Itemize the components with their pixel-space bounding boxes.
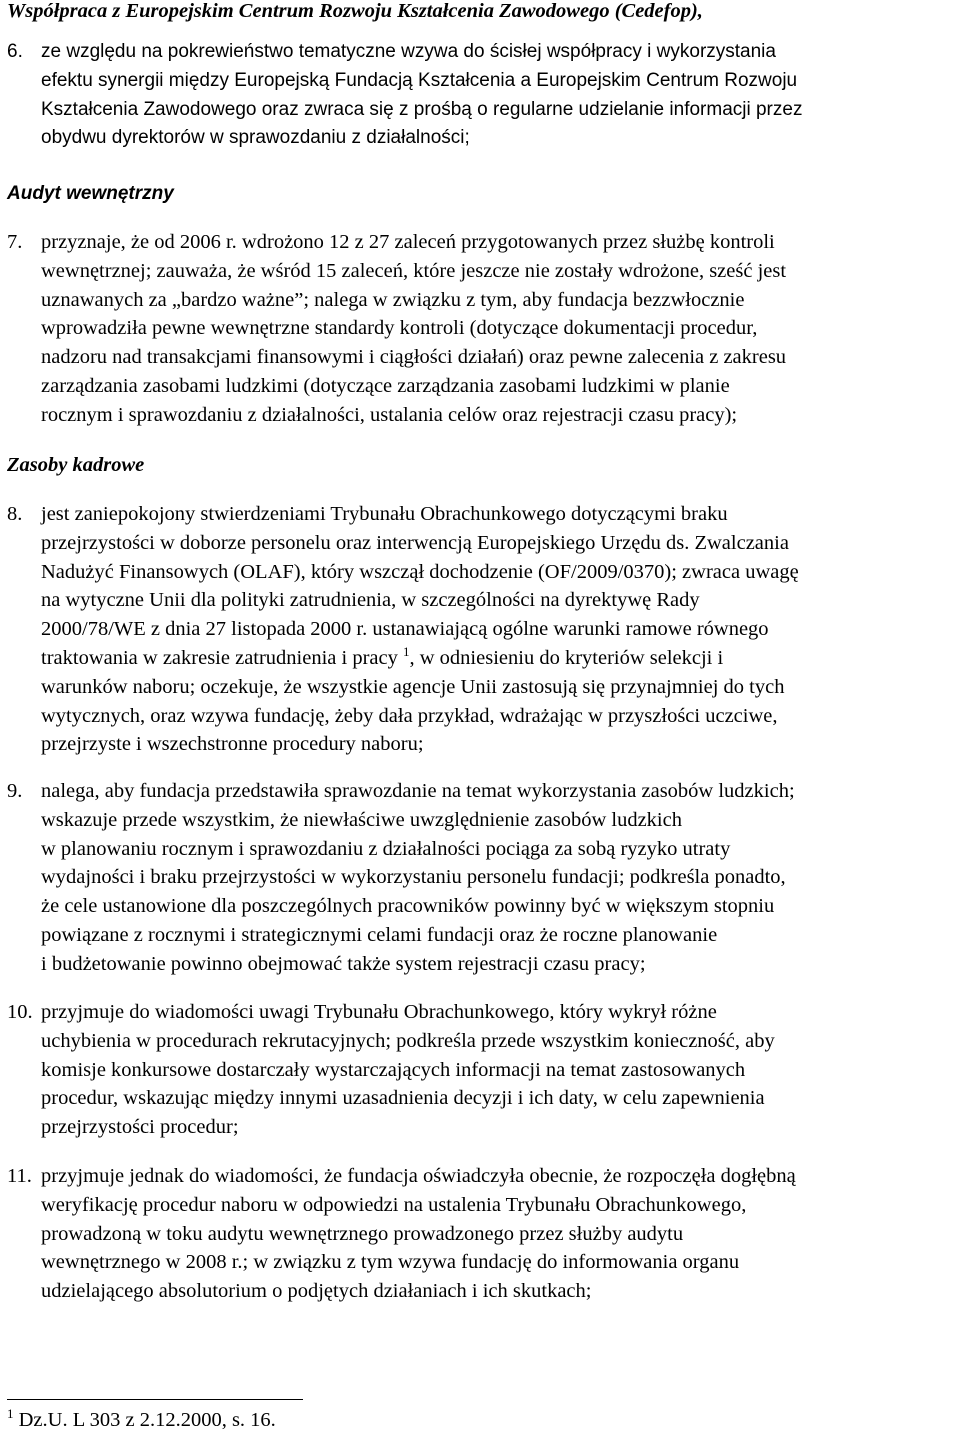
paragraph-line-with-footnote [41, 644, 960, 673]
paragraph-line: powiązane z rocznymi i strategicznymi celami fundacji oraz że roczne planowanie [41, 923, 718, 946]
section-heading-staff: Zasoby kadrowe [7, 454, 145, 476]
paragraph-line: przyznaje, że od 2006 r. wdrożono 12 z 27 zaleceń przygotowanych przez służbę kontroli [41, 231, 775, 253]
paragraph-number: 10. [7, 1001, 33, 1023]
paragraph-line: i budżetowanie powinno obejmować także system rejestracji czasu pracy; [41, 952, 646, 975]
paragraph-line: przejrzystości w doborze personelu oraz interwencją Europejskiego Urzędu ds. Zwalczania [41, 531, 789, 554]
section-heading-audit: Audyt wewnętrzny [7, 183, 174, 204]
paragraph-line: udzielającego absolutorium o podjętych działaniach i ich skutkach; [41, 1280, 592, 1303]
paragraph-line-end: , w odniesieniu do kryteriów selekcji i [409, 646, 724, 669]
section-heading-cedefop: Współpraca z Europejskim Centrum Rozwoju Kształcenia Zawodowego (Cedefop), [7, 0, 703, 22]
paragraph-number: 8. [7, 503, 23, 525]
paragraph-7 [7, 228, 960, 430]
paragraph-line: wydajności i braku przejrzystości w wykorzystaniu personelu fundacji; podkreśla ponadto, [41, 866, 786, 889]
paragraph-line: nalega, aby fundacja przedstawiła sprawozdanie na temat wykorzystania zasobów ludzkich; [41, 780, 795, 802]
paragraph-number: 6. [7, 41, 23, 62]
paragraph-number: 11. [7, 1165, 32, 1187]
paragraph-line: Nadużyć Finansowych (OLAF), który wszczął dochodzenie (OF/2009/0370); zwraca uwagę [41, 560, 799, 583]
paragraph-line: wskazuje przede wszystkim, że niewłaściwe uwzględnienie zasobów ludzkich [41, 808, 682, 831]
paragraph-line: przejrzystości procedur; [41, 1116, 239, 1139]
paragraph-line: wprowadziła pewne wewnętrzne standardy kontroli (dotyczące dokumentacji procedur, [41, 317, 758, 340]
paragraph-line: prowadzoną w toku audytu wewnętrznego prowadzonego przez służby audytu [41, 1222, 684, 1245]
paragraph-line: 2000/78/WE z dnia 27 listopada 2000 r. ustanawiającą ogólne warunki ramowe równego [41, 618, 769, 641]
paragraph-8 [7, 500, 960, 759]
paragraph-line: weryfikację procedur naboru w odpowiedzi na ustalenia Trybunału Obrachunkowego, [41, 1193, 747, 1216]
paragraph-line: obydwu dyrektorów w sprawozdaniu z działalności; [41, 127, 470, 149]
paragraph-11 [7, 1162, 960, 1306]
paragraph-line: uznawanych za „bardzo ważne”; nalega w związku z tym, aby fundacja bezzwłocznie [41, 288, 745, 311]
paragraph-line: przyjmuje do wiadomości uwagi Trybunału Obrachunkowego, który wykrył różne [41, 1001, 717, 1023]
paragraph-line: wytycznych, oraz wzywa fundację, żeby dała przykład, wdrażając w przyszłości uczciwe, [41, 704, 778, 727]
paragraph-10 [7, 998, 960, 1142]
paragraph-line: zarządzania zasobami ludzkimi (dotyczące zarządzania zasobami ludzkimi w planie [41, 374, 730, 397]
footnote-separator [7, 1399, 303, 1400]
paragraph-number: 9. [7, 780, 23, 802]
paragraph-line: przyjmuje jednak do wiadomości, że fundacja oświadczyła obecnie, że rozpoczęła dogłębną [41, 1165, 796, 1187]
paragraph-9 [7, 777, 960, 979]
paragraph-6 [7, 38, 960, 153]
paragraph-line: komisje konkursowe dostarczały wystarczających informacji na temat zastosowanych [41, 1058, 746, 1081]
paragraph-line: warunków naboru; oczekuje, że wszystkie agencje Unii zastosują się przynajmniej do tych [41, 675, 785, 698]
paragraph-line: wewnętrznego w 2008 r.; w związku z tym wzywa fundację do informowania organu [41, 1251, 740, 1274]
footnote-text: Dz.U. L 303 z 2.12.2000, s. 16. [18, 1409, 276, 1431]
paragraph-line: ze względu na pokrewieństwo tematyczne wzywa do ścisłej współpracy i wykorzystania [41, 41, 776, 62]
paragraph-line: uchybienia w procedurach rekrutacyjnych; podkreśla przede wszystkim konieczność, aby [41, 1029, 775, 1052]
paragraph-line: rocznym i sprawozdaniu z działalności, ustalania celów oraz rejestracji czasu pracy); [41, 403, 738, 426]
paragraph-line: efektu synergii między Europejską Fundacją Kształcenia a Europejskim Centrum Rozwoju [41, 69, 798, 91]
paragraph-line: procedur, wskazując między innymi uzasadnienia decyzji i ich daty, w celu zapewnienia [41, 1087, 765, 1110]
footnote-reference[interactable]: 1 [403, 643, 410, 659]
paragraph-number: 7. [7, 231, 23, 253]
paragraph-line: nadzoru nad transakcjami finansowymi i ciągłości działań) oraz pewne zalecenia z zakresu [41, 346, 787, 369]
paragraph-line: że cele ustanowione dla poszczególnych pracowników powinny być w większym stopniu [41, 895, 775, 918]
paragraph-line-start: traktowania w zakresie zatrudnienia i pracy [41, 646, 398, 669]
footnote-marker: 1 [7, 1406, 14, 1421]
paragraph-line: jest zaniepokojony stwierdzeniami Trybunału Obrachunkowego dotyczącymi braku [41, 503, 728, 525]
paragraph-line: Kształcenia Zawodowego oraz zwraca się z prośbą o regularne udzielanie informacji przez [41, 98, 803, 120]
paragraph-line: w planowaniu rocznym i sprawozdaniu z działalności pociąga za sobą ryzyko utraty [41, 837, 731, 860]
paragraph-line: na wytyczne Unii dla polityki zatrudnienia, w szczególności na dyrektywę Rady [41, 589, 700, 612]
paragraph-line: wewnętrznej; zauważa, że wśród 15 zaleceń, które jeszcze nie zostały wdrożone, sześć jest [41, 259, 787, 282]
paragraph-line: przejrzyste i wszechstronne procedury naboru; [41, 733, 424, 756]
footnote [7, 1407, 276, 1433]
